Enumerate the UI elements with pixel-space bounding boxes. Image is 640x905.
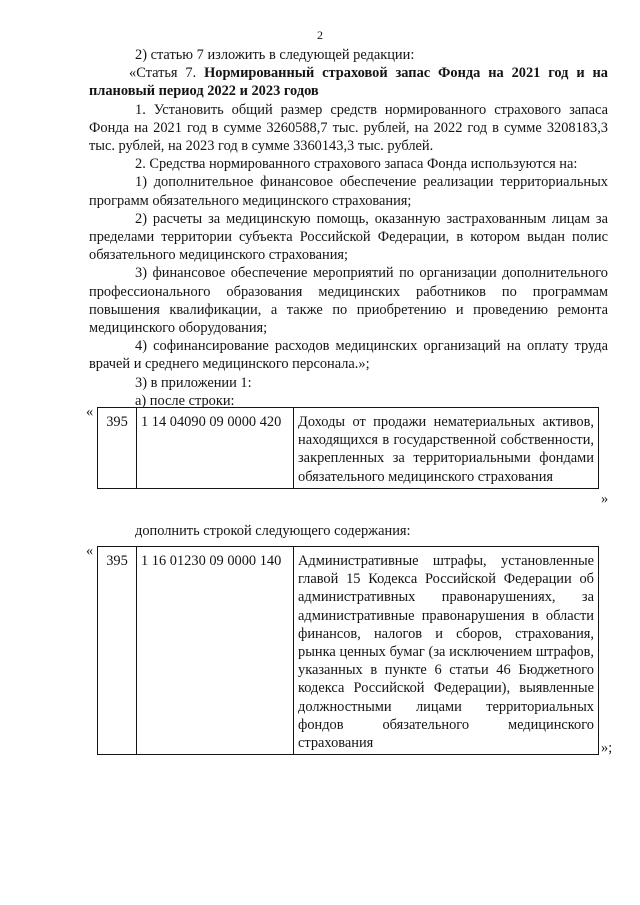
paragraph-usage-item-2: 2) расчеты за медицинскую помощь, оказанную застрахованным лицам за пределами территории субъекта Российской Федерации, в котором выдан полис обязательного медицинского страхования; <box>89 210 608 264</box>
paragraph-appendix-1: 3) в приложении 1: <box>135 374 252 391</box>
article-7-label: «Статья 7. <box>129 65 197 82</box>
paragraph-reserve-usage: 2. Средства нормированного страхового запаса Фонда используются на: <box>135 156 578 173</box>
description-cell: Административные штрафы, установленные главой 15 Кодекса Российской Федерации об административных правонарушениях, за административные правонарушения в области финансов, налогов и сборов, страхования, рынка ценных бумаг (за исключением штрафов, указанных в пункте 6 статьи 46 Бюджетного кодекса Российской Федерации), выявленные должностными лицами территориальных фондов обязательного медицинского страхования <box>294 547 599 755</box>
paragraph-article-7-intro: 2) статью 7 изложить в следующей редакции: <box>135 47 415 63</box>
budget-code-cell: 395 <box>98 408 137 489</box>
table-row <box>98 408 599 489</box>
paragraph-add-row: дополнить строкой следующего содержания: <box>135 523 411 539</box>
table-existing-row <box>97 407 599 489</box>
kbk-cell: 1 16 01230 09 0000 140 <box>137 547 294 755</box>
paragraph-usage-item-1: 1) дополнительное финансовое обеспечение реализации территориальных программ обязательного медицинского страхования; <box>89 174 608 209</box>
paragraph-reserve-amount: 1. Установить общий размер средств нормированного страхового запаса Фонда на 2021 год в сумме 3260588,7 тыс. рублей, на 2022 год в сумме 3208183,3 тыс. рублей, на 2023 год в сумме 3360143,3 тыс. рублей. <box>89 101 608 155</box>
article-7-title: Нормированный страховой запас Фонда на 2021 год и на плановый период 2022 и 2023 годов <box>89 65 608 100</box>
table2-open-quote: « <box>86 543 94 559</box>
budget-code-cell: 395 <box>98 547 137 755</box>
table-row <box>98 547 599 755</box>
table1-open-quote: « <box>86 404 94 420</box>
page-number: 2 <box>317 28 323 42</box>
document-body <box>89 46 608 410</box>
table1-close-quote: » <box>601 491 609 507</box>
paragraph-usage-item-3: 3) финансовое обеспечение мероприятий по организации дополнительного профессионального образования медицинских работников по программам повышения квалификации, а также по приобретению и проведению ремонта медицинского оборудования; <box>89 265 608 337</box>
table2-close-quote: »; <box>601 740 613 756</box>
description-cell: Доходы от продажи нематериальных активов, находящихся в государственной собственности, закрепленных за территориальными фондами обязательного медицинского страхования <box>294 408 599 489</box>
kbk-cell: 1 14 04090 09 0000 420 <box>137 408 294 489</box>
table-new-row <box>97 546 599 755</box>
paragraph-usage-item-4: 4) софинансирование расходов медицинских организаций на оплату труда врачей и среднего медицинского персонала.»; <box>89 338 608 373</box>
article-7-heading <box>89 64 608 100</box>
paragraph-after-row: а) после строки: <box>135 392 235 409</box>
